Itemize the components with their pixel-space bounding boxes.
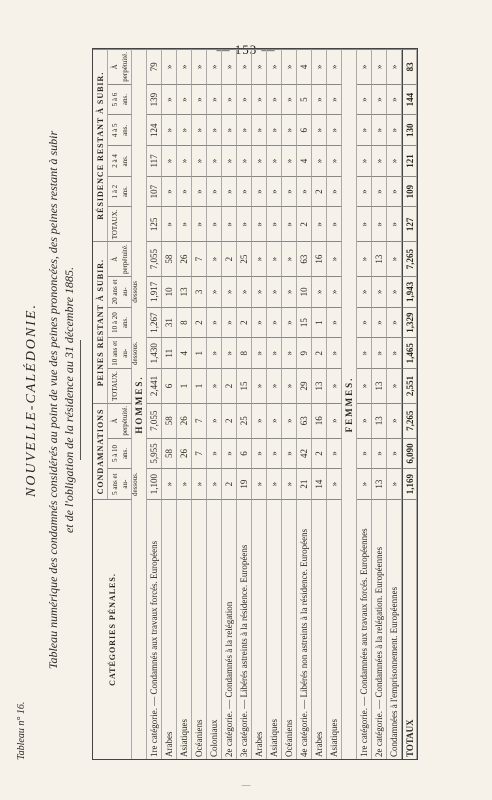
table-cell: 1 — [177, 368, 192, 403]
table-cell: » — [267, 206, 282, 241]
table-cell: » — [192, 176, 207, 207]
section-heading-men: HOMMES. — [132, 49, 147, 759]
table-title-line-1: Tableau numérique des condamnés considérés au point de vue des peines prononcées, des peines restant à subir — [46, 130, 60, 670]
table-cell: » — [207, 145, 222, 176]
table-cell: » — [252, 307, 267, 338]
page-number: — 153 — — [216, 42, 276, 57]
table-cell: 6 — [162, 368, 177, 403]
table-cell: » — [282, 307, 297, 338]
table-cell: » — [387, 468, 402, 499]
table-cell: » — [282, 84, 297, 115]
table-cell: » — [222, 49, 237, 84]
table-cell: » — [282, 276, 297, 307]
table-cell: » — [267, 403, 282, 438]
table-cell: » — [372, 337, 387, 368]
table-cell: » — [387, 176, 402, 207]
table-cell: 3 — [192, 276, 207, 307]
table-cell: » — [282, 368, 297, 403]
table-cell: » — [387, 49, 402, 84]
table-cell: » — [372, 307, 387, 338]
table-cell: » — [252, 403, 267, 438]
table-cell: » — [162, 206, 177, 241]
total-cell: 121 — [402, 145, 417, 176]
table-cell: » — [252, 176, 267, 207]
table-cell: » — [267, 468, 282, 499]
table-cell: 11 — [162, 337, 177, 368]
table-cell: » — [282, 49, 297, 84]
column-header: TOTAUX. — [108, 206, 132, 241]
table-cell: » — [387, 114, 402, 145]
table-cell: » — [387, 307, 402, 338]
table-cell: 1 — [312, 307, 327, 338]
table-cell: 2 — [222, 468, 237, 499]
table-cell: 2 — [312, 176, 327, 207]
row-label: 4e catégorie. — Libérés non astreints à la résidence. Européens — [297, 499, 312, 759]
table-cell: » — [162, 84, 177, 115]
total-cell: 127 — [402, 206, 417, 241]
table-cell: 9 — [297, 337, 312, 368]
table-cell: » — [312, 276, 327, 307]
table-cell: » — [312, 145, 327, 176]
table-cell: » — [192, 468, 207, 499]
table-cell: » — [312, 114, 327, 145]
row-label: 1re catégorie. — Condamnés aux travaux forcés. Européens — [147, 499, 162, 759]
section-heading-women: FEMMES. — [342, 49, 357, 759]
table-cell: 2 — [192, 307, 207, 338]
table-cell: » — [282, 438, 297, 469]
table-cell: 14 — [312, 468, 327, 499]
table-cell: » — [222, 84, 237, 115]
table-cell: 2 — [222, 241, 237, 276]
row-label: 3e catégorie. — Libérés astreints à la résidence. Européens — [237, 499, 252, 759]
table-cell: 58 — [162, 241, 177, 276]
table-cell: » — [267, 368, 282, 403]
table-cell: » — [207, 337, 222, 368]
table-cell: » — [177, 176, 192, 207]
table-cell: » — [327, 114, 342, 145]
row-label: Asiatiques — [177, 499, 192, 759]
table-cell: » — [357, 438, 372, 469]
table-cell: 15 — [237, 368, 252, 403]
table-cell: 42 — [297, 438, 312, 469]
table-cell: » — [387, 368, 402, 403]
table-cell: » — [387, 145, 402, 176]
column-header: 1 à 2 ans. — [108, 176, 132, 207]
table-cell: » — [282, 206, 297, 241]
table-cell: 4 — [177, 337, 192, 368]
table-cell: » — [357, 403, 372, 438]
total-cell: 1,465 — [402, 337, 417, 368]
table-cell: » — [327, 368, 342, 403]
table-cell: 63 — [297, 241, 312, 276]
group-header: RÉSIDENCE RESTANT À SUBIR. — [93, 49, 108, 241]
table-cell: » — [372, 176, 387, 207]
table-cell: » — [192, 114, 207, 145]
table-cell: 2 — [297, 206, 312, 241]
table-cell: » — [192, 145, 207, 176]
column-header: 5 à 6 ans. — [108, 84, 132, 115]
table-cell: 1,430 — [147, 337, 162, 368]
title-rule — [80, 340, 81, 460]
row-label: 2e catégorie. — Condamnés à la relégation — [222, 499, 237, 759]
total-cell: 109 — [402, 176, 417, 207]
table-cell: » — [327, 307, 342, 338]
table-cell: » — [252, 368, 267, 403]
table-cell: 15 — [297, 307, 312, 338]
table-cell: 2 — [222, 403, 237, 438]
total-cell: 1,943 — [402, 276, 417, 307]
table-cell: 5,955 — [147, 438, 162, 469]
rotated-page-content — [16, 40, 426, 760]
table-cell: » — [162, 176, 177, 207]
table-cell: 19 — [237, 468, 252, 499]
total-cell: 2,551 — [402, 368, 417, 403]
table-cell: » — [207, 276, 222, 307]
table-cell: » — [327, 49, 342, 84]
group-header: CONDAMNATIONS — [93, 403, 108, 499]
table-cell: 13 — [312, 368, 327, 403]
table-cell: 10 — [162, 276, 177, 307]
table-cell: 2,441 — [147, 368, 162, 403]
table-cell: » — [237, 114, 252, 145]
table-cell: 1,267 — [147, 307, 162, 338]
table-cell: » — [252, 206, 267, 241]
table-cell: » — [327, 176, 342, 207]
table-cell: » — [222, 438, 237, 469]
table-cell: » — [387, 337, 402, 368]
table-cell: » — [387, 276, 402, 307]
table-cell: » — [207, 438, 222, 469]
table-cell: » — [252, 145, 267, 176]
table-cell: 79 — [147, 49, 162, 84]
table-cell: » — [282, 114, 297, 145]
table-cell: 2 — [237, 307, 252, 338]
table-cell: » — [372, 276, 387, 307]
table-cell: 8 — [177, 307, 192, 338]
table-cell: 4 — [297, 49, 312, 84]
table-title-line-2: et de l'obligation de la résidence au 31 décembre 1885. — [62, 266, 76, 534]
column-header: 4 à 5 ans. — [108, 114, 132, 145]
table-cell: 29 — [297, 368, 312, 403]
table-cell: » — [312, 49, 327, 84]
table-cell: » — [327, 84, 342, 115]
table-cell: 7,055 — [147, 403, 162, 438]
table-cell: » — [357, 468, 372, 499]
table-cell: » — [282, 145, 297, 176]
table-cell: 13 — [372, 403, 387, 438]
table-cell: » — [267, 307, 282, 338]
table-cell: » — [207, 368, 222, 403]
table-cell: » — [387, 241, 402, 276]
column-header: À perpétuité. — [108, 403, 132, 438]
table-cell: 7 — [192, 241, 207, 276]
table-cell: » — [267, 49, 282, 84]
table-cell: » — [267, 114, 282, 145]
table-cell: 58 — [162, 438, 177, 469]
table-cell: » — [282, 241, 297, 276]
table-cell: » — [387, 84, 402, 115]
table-cell: » — [252, 438, 267, 469]
colony-title: NOUVELLE-CALÉDONIE. — [24, 303, 39, 497]
row-label: Asiatiques — [267, 499, 282, 759]
tableau-label: Tableau n° 16. — [16, 701, 27, 760]
table-cell: » — [222, 337, 237, 368]
table-cell: » — [207, 206, 222, 241]
table-cell: 31 — [162, 307, 177, 338]
column-header: 10 ans et au-dessous. — [108, 337, 132, 368]
table-cell: » — [357, 145, 372, 176]
table-cell: » — [162, 114, 177, 145]
table-cell: » — [282, 337, 297, 368]
table-cell: » — [372, 438, 387, 469]
table-cell: » — [357, 49, 372, 84]
row-label: 2e catégorie. — Condamnées à la relégation. Européennes — [372, 499, 387, 759]
table-cell: » — [162, 49, 177, 84]
group-header: CATÉGORIES PÉNALES. — [93, 499, 132, 759]
table-cell: » — [177, 84, 192, 115]
row-label: 1re catégorie. — Condamnées aux travaux forcés. Européennes — [357, 499, 372, 759]
table-cell: » — [177, 468, 192, 499]
table-cell: » — [357, 206, 372, 241]
table-cell: » — [207, 468, 222, 499]
table-cell: » — [372, 84, 387, 115]
table-cell: » — [252, 276, 267, 307]
table-cell: » — [237, 49, 252, 84]
table-cell: 7 — [192, 403, 207, 438]
row-label: Coloniaux — [207, 499, 222, 759]
table-cell: » — [267, 276, 282, 307]
table-cell: 13 — [372, 468, 387, 499]
table-cell: 2 — [312, 438, 327, 469]
column-header: À perpétuité. — [108, 241, 132, 276]
table-cell: » — [372, 145, 387, 176]
table-cell: » — [327, 468, 342, 499]
table-cell: » — [222, 145, 237, 176]
table-cell: 1,100 — [147, 468, 162, 499]
table-cell: » — [267, 241, 282, 276]
table-cell: » — [267, 337, 282, 368]
table-cell: 124 — [147, 114, 162, 145]
table-cell: 6 — [297, 114, 312, 145]
table-cell: » — [207, 403, 222, 438]
table-cell: 5 — [297, 84, 312, 115]
column-header: 2 à 4 ans. — [108, 145, 132, 176]
table-cell: » — [237, 276, 252, 307]
table-cell: » — [207, 241, 222, 276]
table-cell: 16 — [312, 241, 327, 276]
column-header: 10 à 20 ans. — [108, 307, 132, 338]
total-cell: 130 — [402, 114, 417, 145]
table-cell: » — [252, 241, 267, 276]
table-cell: » — [252, 114, 267, 145]
table-cell: 139 — [147, 84, 162, 115]
table-cell: 6 — [237, 438, 252, 469]
total-cell: 83 — [402, 49, 417, 84]
table-cell: » — [237, 145, 252, 176]
table-cell: » — [357, 176, 372, 207]
table-cell: 7,055 — [147, 241, 162, 276]
table-cell: 26 — [177, 241, 192, 276]
table-cell: » — [207, 84, 222, 115]
table-cell: » — [372, 114, 387, 145]
table-cell: 25 — [237, 403, 252, 438]
table-cell: » — [312, 206, 327, 241]
table-cell: » — [162, 145, 177, 176]
table-cell: » — [252, 49, 267, 84]
table-cell: 2 — [222, 368, 237, 403]
table-cell: 2 — [312, 337, 327, 368]
table-cell: » — [222, 307, 237, 338]
total-cell: 6,090 — [402, 438, 417, 469]
table-cell: » — [327, 276, 342, 307]
table-cell: » — [327, 337, 342, 368]
column-header: 5 à 10 ans. — [108, 438, 132, 469]
statistics-table — [92, 48, 418, 760]
table-cell: 58 — [162, 403, 177, 438]
table-cell: » — [327, 438, 342, 469]
column-header: À perpétuité. — [108, 49, 132, 84]
row-label: Asiatiques — [327, 499, 342, 759]
table-cell: » — [207, 114, 222, 145]
table-cell: » — [297, 176, 312, 207]
table-cell: » — [267, 176, 282, 207]
table-cell: 10 — [297, 276, 312, 307]
table-cell: » — [267, 84, 282, 115]
row-label: Arabes — [252, 499, 267, 759]
row-label: Océaniens — [282, 499, 297, 759]
table-cell: » — [357, 307, 372, 338]
row-label: Arabes — [162, 499, 177, 759]
table-cell: » — [372, 49, 387, 84]
table-cell: » — [207, 49, 222, 84]
table-cell: 117 — [147, 145, 162, 176]
row-label: Arabes — [312, 499, 327, 759]
table-cell: » — [222, 176, 237, 207]
table-cell: » — [252, 337, 267, 368]
table-cell: » — [357, 368, 372, 403]
row-label: Océaniens — [192, 499, 207, 759]
table-cell: 8 — [237, 337, 252, 368]
table-cell: » — [222, 114, 237, 145]
column-header: TOTAUX. — [108, 368, 132, 403]
table-cell: 1,917 — [147, 276, 162, 307]
column-header: 20 ans et au-dessous — [108, 276, 132, 307]
table-cell: 13 — [372, 368, 387, 403]
total-cell: 1,169 — [402, 468, 417, 499]
table-cell: » — [357, 114, 372, 145]
table-cell: 26 — [177, 403, 192, 438]
table-cell: » — [327, 403, 342, 438]
table-cell: » — [177, 49, 192, 84]
table-cell: » — [327, 241, 342, 276]
table-cell: » — [177, 206, 192, 241]
table-cell: » — [162, 468, 177, 499]
page-footer-mark: — — [241, 780, 251, 790]
table-cell: » — [222, 206, 237, 241]
table-grid — [93, 49, 417, 759]
table-cell: » — [282, 468, 297, 499]
table-cell: » — [357, 241, 372, 276]
table-cell: 4 — [297, 145, 312, 176]
table-cell: » — [372, 206, 387, 241]
total-cell: 7,265 — [402, 403, 417, 438]
table-cell: 16 — [312, 403, 327, 438]
table-cell: » — [237, 206, 252, 241]
table-cell: 26 — [177, 438, 192, 469]
total-cell: 1,329 — [402, 307, 417, 338]
table-cell: » — [282, 176, 297, 207]
group-header: PEINES RESTANT À SUBIR. — [93, 241, 108, 403]
table-cell: 63 — [297, 403, 312, 438]
table-cell: » — [222, 276, 237, 307]
table-cell: 1 — [192, 337, 207, 368]
table-cell: » — [282, 403, 297, 438]
row-label: Condamnées à l'emprisonnement. Européennes — [387, 499, 402, 759]
table-cell: » — [252, 84, 267, 115]
total-cell: 7,265 — [402, 241, 417, 276]
table-cell: 107 — [147, 176, 162, 207]
table-cell: » — [387, 403, 402, 438]
table-cell: » — [207, 307, 222, 338]
table-cell: » — [267, 145, 282, 176]
table-cell: » — [192, 49, 207, 84]
table-cell: » — [177, 114, 192, 145]
table-cell: » — [237, 176, 252, 207]
table-cell: » — [177, 145, 192, 176]
table-cell: » — [237, 84, 252, 115]
table-cell: 7 — [192, 438, 207, 469]
table-cell: 13 — [372, 241, 387, 276]
table-cell: » — [192, 84, 207, 115]
table-cell: » — [357, 337, 372, 368]
total-cell: 144 — [402, 84, 417, 115]
column-header: 5 ans et au-dessous. — [108, 468, 132, 499]
table-cell: 21 — [297, 468, 312, 499]
table-cell: 1 — [192, 368, 207, 403]
table-cell: 125 — [147, 206, 162, 241]
table-cell: » — [207, 176, 222, 207]
table-cell: » — [357, 84, 372, 115]
table-cell: » — [252, 468, 267, 499]
table-cell: » — [327, 145, 342, 176]
table-cell: » — [357, 276, 372, 307]
table-cell: » — [192, 206, 207, 241]
table-cell: » — [312, 84, 327, 115]
total-label: TOTAUX — [402, 499, 417, 759]
table-cell: » — [387, 438, 402, 469]
table-cell: » — [267, 438, 282, 469]
table-cell: » — [387, 206, 402, 241]
table-cell: » — [327, 206, 342, 241]
table-cell: 13 — [177, 276, 192, 307]
table-cell: 25 — [237, 241, 252, 276]
